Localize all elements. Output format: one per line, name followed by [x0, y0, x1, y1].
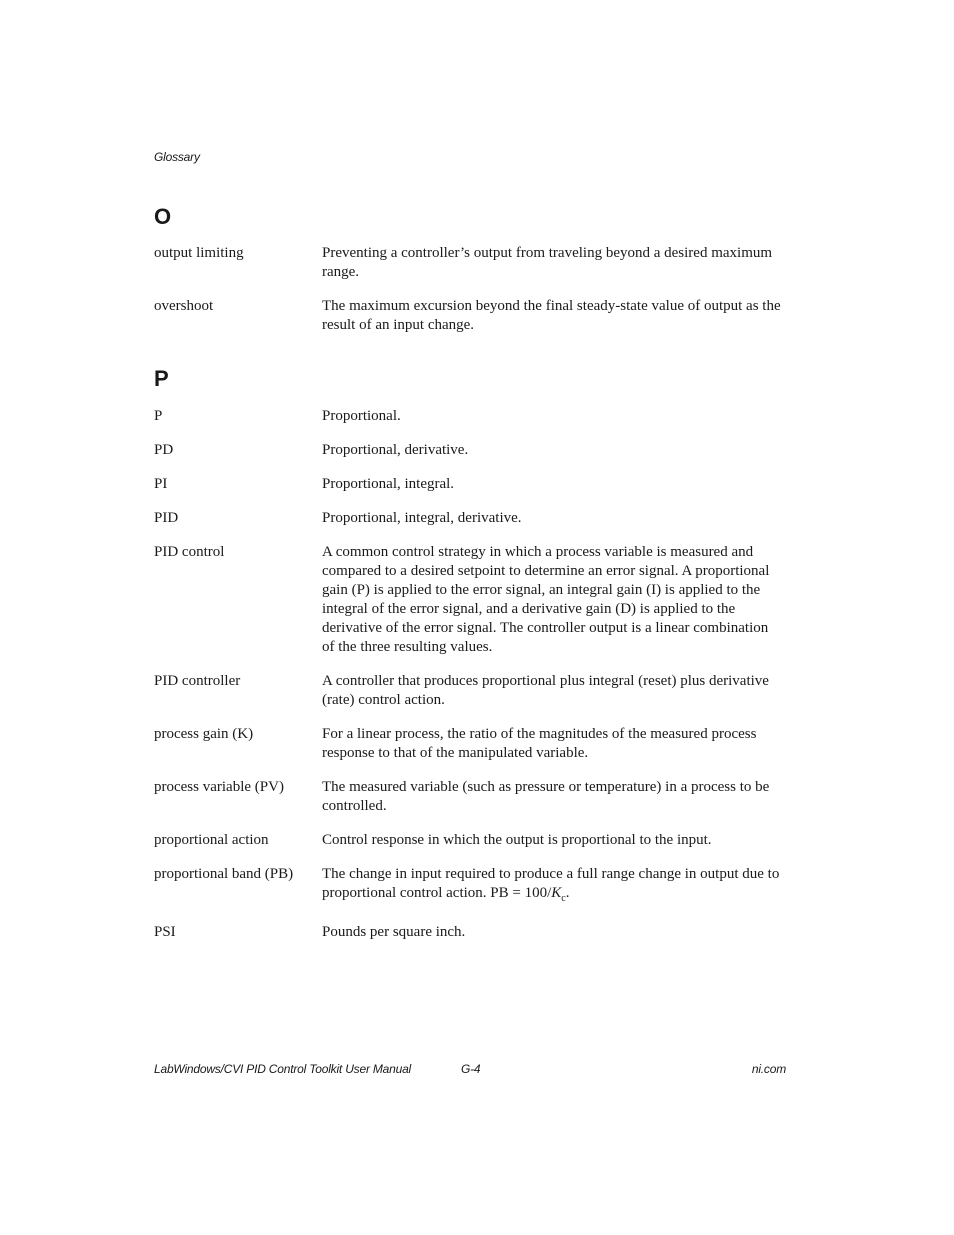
glossary-definition: Pounds per square inch.	[322, 924, 466, 940]
glossary-entry	[154, 543, 794, 657]
section-letter: P	[154, 366, 169, 391]
glossary-entry	[154, 407, 794, 426]
gain-variable: K	[551, 885, 562, 901]
glossary-entry	[154, 475, 794, 494]
glossary-entry	[154, 509, 794, 528]
glossary-definition: Proportional, integral.	[322, 476, 455, 492]
glossary-term: PID control	[154, 544, 225, 560]
glossary-entry	[154, 441, 794, 460]
glossary-definition: Proportional, integral, derivative.	[322, 510, 522, 526]
glossary-term: PD	[154, 442, 174, 458]
glossary-entry	[154, 297, 794, 335]
glossary-definition: Proportional, derivative.	[322, 442, 469, 458]
glossary-definition: Control response in which the output is proportional to the input.	[322, 832, 712, 848]
glossary-term: output limiting	[154, 245, 244, 261]
definition-end: .	[565, 885, 570, 901]
gain-subscript: c	[561, 893, 566, 904]
glossary-definition: A common control strategy in which a process variable is measured and compared to a desired setpoint to determine an error signal. A proportional gain (P) is applied to the error signal, an integral gain (I) is applied to the integral of the error signal, and a derivative gain (D) is applied to the derivative of the error signal. The controller output is a linear combination of the three resulting values.	[322, 544, 770, 655]
glossary-definition: Preventing a controller’s output from traveling beyond a desired maximum range.	[322, 245, 773, 280]
glossary-section-p	[154, 366, 794, 942]
footer-manual-title: LabWindows/CVI PID Control Toolkit User Manual	[154, 1062, 412, 1076]
definition-text: The change in input required to produce a full range change in output due to proportional control action. PB = 100/	[322, 866, 780, 901]
glossary-section-o	[154, 204, 794, 335]
section-letter: O	[154, 204, 172, 229]
glossary-term: proportional action	[154, 832, 269, 848]
glossary-entry	[154, 865, 794, 908]
glossary-definition: For a linear process, the ratio of the magnitudes of the measured process response to that of the manipulated variable.	[322, 726, 757, 761]
glossary-term: PI	[154, 476, 168, 492]
glossary-term: process variable (PV)	[154, 779, 284, 795]
glossary-entry	[154, 778, 794, 816]
footer-page-number: G-4	[461, 1062, 481, 1076]
glossary-entry	[154, 831, 794, 850]
glossary-definition: A controller that produces proportional plus integral (reset) plus derivative (rate) control action.	[322, 673, 769, 708]
glossary-term: proportional band (PB)	[154, 866, 294, 882]
glossary-entry	[154, 923, 794, 942]
glossary-definition	[322, 865, 784, 908]
glossary-definition: Proportional.	[322, 408, 401, 424]
glossary-definition: The measured variable (such as pressure or temperature) in a process to be controlled.	[322, 779, 770, 814]
glossary-entry	[154, 672, 794, 710]
glossary-term: PSI	[154, 924, 176, 940]
glossary-term: P	[154, 408, 163, 424]
glossary-entry	[154, 725, 794, 763]
footer-website: ni.com	[751, 1062, 786, 1076]
running-header: Glossary	[154, 150, 200, 164]
glossary-term: PID	[154, 510, 179, 526]
glossary-term: process gain (K)	[154, 726, 254, 742]
glossary-term: overshoot	[154, 298, 214, 314]
glossary-entry	[154, 244, 794, 282]
glossary-definition: The maximum excursion beyond the final steady-state value of output as the result of an input change.	[322, 298, 781, 333]
glossary-term: PID controller	[154, 673, 241, 689]
